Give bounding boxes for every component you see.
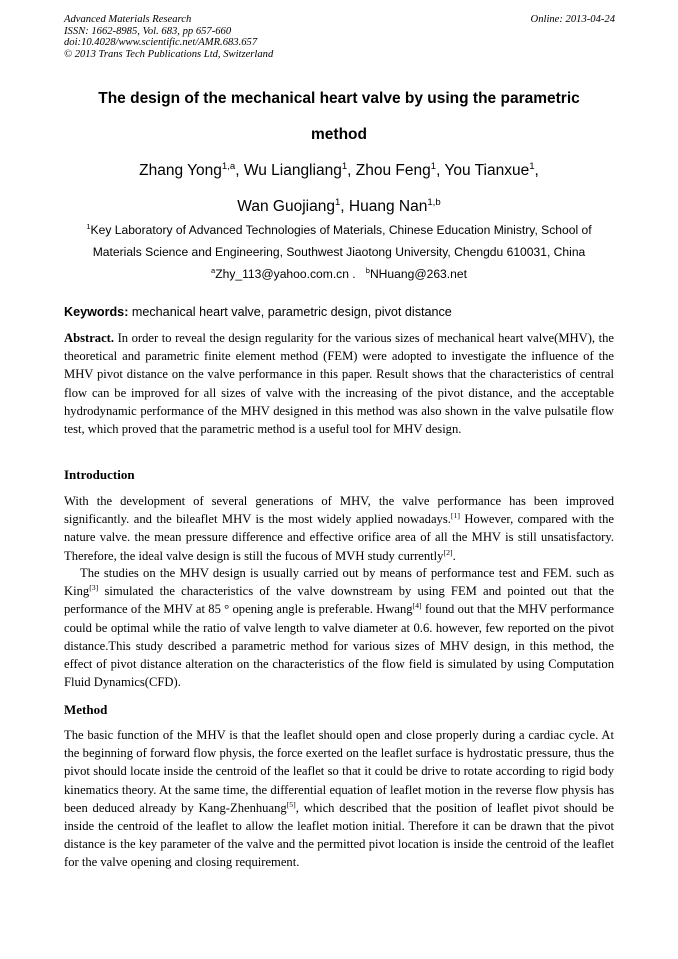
method-paragraph-1 xyxy=(64,726,614,872)
author-separator: , xyxy=(340,198,349,215)
affiliation-line-2: Materials Science and Engineering, Southwest Jiaotong University, Chengdu 610031, China xyxy=(92,245,586,259)
intro-p1-text-c: . xyxy=(452,548,456,563)
journal-header xyxy=(64,14,273,60)
abstract xyxy=(64,329,614,438)
section-heading-method: Method xyxy=(64,702,108,717)
citation-ref-2: [2] xyxy=(443,547,453,557)
author-separator: , xyxy=(436,162,445,179)
online-date: Online: 2013-04-24 xyxy=(530,14,615,25)
journal-copyright: © 2013 Trans Tech Publications Ltd, Switzerland xyxy=(64,48,274,60)
author-name: Huang Nan xyxy=(348,198,428,215)
journal-name: Advanced Materials Research xyxy=(64,14,192,25)
abstract-label: Abstract. xyxy=(64,331,115,345)
paper-title-line-2: method xyxy=(311,126,367,143)
keywords-text: mechanical heart valve, parametric design, pivot distance xyxy=(131,305,452,319)
citation-ref-3: [3] xyxy=(89,583,99,593)
author-separator: , xyxy=(235,162,244,179)
intro-p2-text-a: The studies on the MHV design is usually carried out by means of performance test and FEM. such as King xyxy=(64,566,614,599)
author-affiliation-mark: 1 xyxy=(341,160,348,172)
author-affiliation-mark: 1,a xyxy=(221,160,236,172)
author-affiliation-mark: 1 xyxy=(529,160,535,172)
author-affiliation-mark: 1 xyxy=(430,160,437,172)
citation-ref-4: [4] xyxy=(412,601,422,611)
author-emails xyxy=(30,266,648,282)
author-separator: , xyxy=(347,162,356,179)
paper-title-line-1: The design of the mechanical heart valve by using the parametric xyxy=(98,90,580,107)
author-list-line-1 xyxy=(30,161,648,180)
citation-ref-1: [1] xyxy=(450,511,460,521)
author-name: Wu Liangliang xyxy=(243,162,342,179)
author-affiliation-mark: 1,b xyxy=(427,196,441,208)
section-heading-introduction: Introduction xyxy=(64,467,135,482)
affiliation xyxy=(30,219,648,263)
intro-p1-text-a: With the development of several generations of MHV, the valve performance has been improved significantly. and the bileaflet MHV is the most widely applied nowadays. xyxy=(64,494,614,527)
journal-issn: ISSN: 1662-8985, Vol. 683, pp 657-660 xyxy=(64,25,232,37)
author-separator: , xyxy=(534,162,539,179)
author-name: You Tianxue xyxy=(444,162,530,179)
author-name: Wan Guojiang xyxy=(237,198,335,215)
author-list-line-2 xyxy=(30,197,648,216)
intro-p2-text-b: simulated the characteristics of the valve downstream by using FEM and pointed out that the performance of the MHV at 85 ° opening angle is preferable. Hwang xyxy=(64,584,614,617)
affiliation-line-1: Key Laboratory of Advanced Technologies of Materials, Chinese Education Ministry, School of xyxy=(90,223,592,237)
email-mark-a: a xyxy=(211,265,216,275)
affiliation-mark: 1 xyxy=(86,221,91,231)
journal-doi: doi:10.4028/www.scientific.net/AMR.683.657 xyxy=(64,37,258,49)
author-name: Zhou Feng xyxy=(355,162,431,179)
keywords xyxy=(64,303,624,321)
introduction-paragraph-2 xyxy=(64,564,614,691)
email-mark-b: b xyxy=(365,265,370,275)
introduction-paragraph-1 xyxy=(64,492,614,565)
author-affiliation-mark: 1 xyxy=(334,196,341,208)
author-name: Zhang Yong xyxy=(139,162,222,179)
email-a[interactable]: Zhy_113@yahoo.com.cn . xyxy=(215,267,356,281)
method-p1-text-b: , which described that the position of leaflet pivot should be inside the centroid of the leaflet to allow the leaflet motion initial. Therefore it can be drawn that the pivot distance is the key parameter of the valve and the permitted pivot location is inside the centroid of the leaflet for the valve opening and closing requirement. xyxy=(64,800,614,870)
keywords-label: Keywords: xyxy=(64,305,129,319)
email-b[interactable]: NHuang@263.net xyxy=(369,267,467,281)
abstract-text: In order to reveal the design regularity for the various sizes of mechanical heart valve(MHV), the theoretical and parametric finite element method (FEM) were adopted to investigate the influence of the MHV pivot distance on the valve performance in this paper. Result shows that the characteristics of central flow can be improved for all sizes of valve with the increasing of the pivot distance, and the acceptable hydrodynamic performance of the MHV designed in this method was also shown in the valve pulsatile flow test, which proved that the parametric method is a useful tool for MHV design. xyxy=(64,331,614,437)
method-p1-text-a: The basic function of the MHV is that the leaflet should open and close properly during a cardiac cycle. At the beginning of forward flow physis, the force exerted on the leaflet surface is hydrostatic pressure, thus the pivot should locate inside the centroid of the leaflet so that it could be drive to rotate according to rigid body kinematics theory. At the same time, the differential equation of leaflet motion in the reverse flow physis has been deduced already by Kang-Zhenhuang xyxy=(64,728,614,815)
citation-ref-5: [5] xyxy=(286,799,296,809)
intro-p1-text-b: However, compared with the nature valve. the mean pressure difference and effective orifice area of all the MHV is still unsatisfactory. Therefore, the ideal valve design is still the fucous of MVH study currently xyxy=(64,512,614,563)
intro-p2-text-c: found out that the MHV performance could be optimal while the ratio of valve length to valve diameter at 0.6. however, few reported on the pivot distance.This study described a parametric method for various sizes of MHV design, in this method, the effect of pivot distance alteration on the characteristics of the flow field is simulated by using Computation Fluid Dynamics(CFD). xyxy=(64,602,614,690)
